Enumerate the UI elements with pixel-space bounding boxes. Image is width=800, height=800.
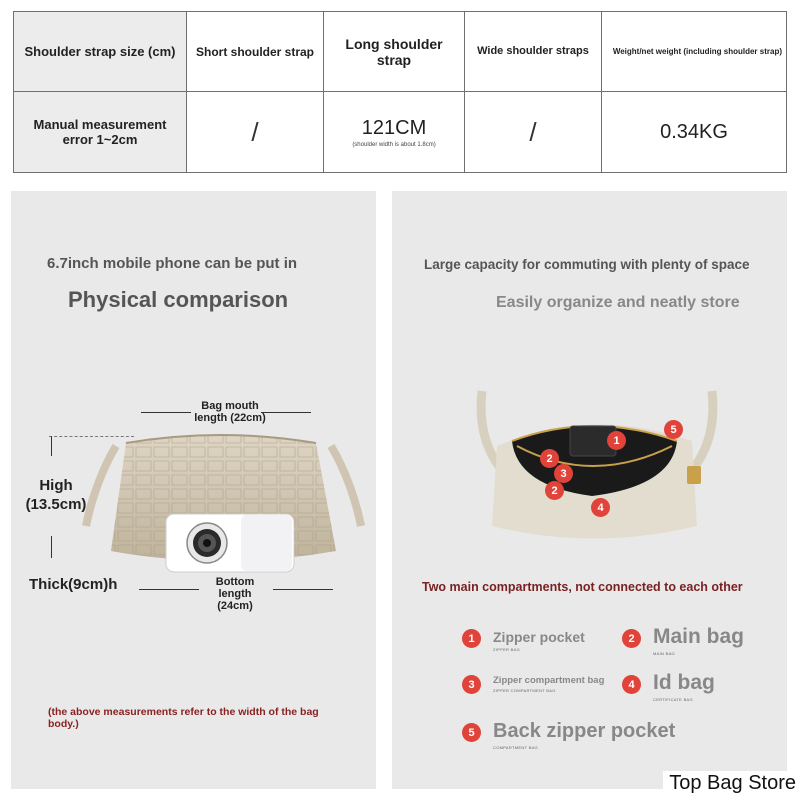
- legend-num-3: 3: [462, 675, 481, 694]
- legend-sub-4: CERTIFICATE BAG: [653, 697, 693, 702]
- physical-comparison-title: Physical comparison: [68, 287, 289, 312]
- long-strap-note: (shoulder width is about 1.8cm): [352, 141, 436, 148]
- legend-label-1: Zipper pocket: [493, 629, 585, 645]
- legend-back-zipper: [462, 720, 676, 750]
- height-label: High (13.5cm): [25, 477, 87, 513]
- long-strap-cell: [324, 92, 465, 173]
- height-line-bottom: [51, 536, 52, 558]
- legend-zipper-compartment: [462, 675, 604, 694]
- legend-id-bag: [622, 671, 715, 702]
- weight-value: 0.34KG: [602, 92, 787, 173]
- height-line-top: [51, 436, 52, 456]
- physical-comparison-panel: [11, 191, 376, 789]
- header-wide-strap: Wide shoulder straps: [465, 12, 602, 92]
- legend-num-4: 4: [622, 675, 641, 694]
- legend-num-1: 1: [462, 629, 481, 648]
- marker-5: 5: [664, 420, 683, 439]
- header-short-strap: Short shoulder strap: [187, 12, 324, 92]
- phone-fit-subtitle: 6.7inch mobile phone can be put in: [47, 255, 298, 272]
- legend-sub-1: ZIPPER BAG: [493, 647, 521, 652]
- marker-1: 1: [607, 431, 626, 450]
- legend-label-4: Id bag: [653, 671, 715, 694]
- legend-label-3: Zipper compartment bag: [493, 675, 605, 686]
- marker-3: 3: [554, 464, 573, 483]
- open-bag-illustration: [472, 386, 722, 556]
- legend-label-5: Back zipper pocket: [493, 720, 676, 742]
- capacity-subtitle: Large capacity for commuting with plenty of space: [424, 257, 750, 272]
- bottom-length-label: Bottom length (24cm): [215, 576, 255, 612]
- bag-mouth-line-left: [141, 412, 191, 413]
- legend-num-5: 5: [462, 723, 481, 742]
- marker-2b: 2: [545, 481, 564, 500]
- header-strap-size: Shoulder strap size (cm): [14, 12, 187, 92]
- header-long-strap: Long shoulder strap: [324, 12, 465, 92]
- bottom-line-left: [139, 589, 199, 590]
- legend-main-bag: [622, 625, 745, 656]
- measurement-note: (the above measurements refer to the width of the bag body.): [48, 706, 319, 730]
- marker-4: 4: [591, 498, 610, 517]
- wide-strap-value: /: [465, 92, 602, 173]
- bag-mouth-label: Bag mouth length (22cm): [194, 400, 266, 424]
- store-name: Top Bag Store: [663, 771, 796, 796]
- legend-sub-2: MAIN BAG: [653, 651, 675, 656]
- legend-num-2: 2: [622, 629, 641, 648]
- legend-label-2: Main bag: [653, 625, 745, 648]
- compartments-text: Two main compartments, not connected to each other: [422, 580, 743, 594]
- bottom-line-right: [273, 589, 333, 590]
- marker-2a: 2: [540, 449, 559, 468]
- capacity-panel: [392, 191, 787, 789]
- legend-zipper-pocket: [462, 629, 585, 652]
- mobile-phone-illustration: [165, 513, 295, 573]
- long-strap-value: 121CM: [361, 116, 427, 139]
- organize-subtitle: Easily organize and neatly store: [496, 294, 740, 311]
- row-label: Manual measurement error 1~2cm: [14, 92, 187, 173]
- short-strap-value: /: [187, 92, 324, 173]
- legend-sub-3: ZIPPER COMPARTMENT BAG: [493, 688, 556, 693]
- thickness-label: Thick(9cm)h: [29, 576, 118, 593]
- legend-sub-5: COMPARTMENT BAG: [493, 745, 538, 750]
- header-weight: Weight/net weight (including shoulder strap): [602, 12, 787, 92]
- spec-table: [13, 11, 787, 173]
